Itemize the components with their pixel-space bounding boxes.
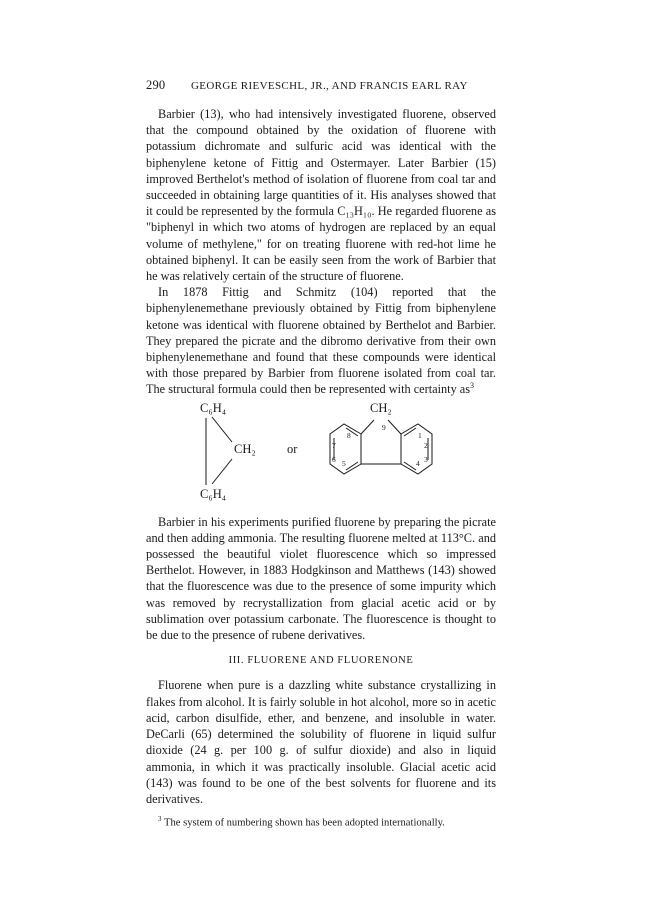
structural-formulas-drawing bbox=[146, 398, 496, 514]
footnote bbox=[146, 813, 496, 830]
ring-number-6: 6 bbox=[332, 454, 336, 464]
ring-number-3: 3 bbox=[424, 454, 428, 464]
ring-number-5: 5 bbox=[342, 458, 346, 468]
paragraph-purification: Barbier in his experiments purified fluorene by preparing the picrate and then adding ammonia. The resulting fluorene melted at 113°C. and possessed the beautiful violet fluorescence which so impressed Berthelot. However, in 1883 Hodgkinson and Matthews (143) showed that the fluorescence was due to the presence of some impurity which was removed by recrystallization from glacial acetic acid or by sublimation over potassium carbonate. The fluorescence is thought to be due to the presence of rubene derivatives. bbox=[146, 514, 496, 643]
page bbox=[146, 78, 496, 830]
connector-or: or bbox=[287, 441, 298, 456]
paragraph-barbier: Barbier (13), who had intensively investigated fluorene, observed that the compound obtained by the oxidation of fluorene with potassium dichromate and sulfuric acid was identical with the biphenylene ketone of Fittig and Ostermayer. Later Barbier (15) improved Berthelot's method of isolation of fluorene from coal tar and succeeded in obtaining large quantities of it. His analyses showed that it could be represented by the formula C₁₃H₁₀. He regarded fluorene as "biphenyl in which two atoms of hydrogen are replaced by an equal volume of methylene," for on treating fluorene with red-hot lime he obtained biphenyl. It can be easily seen from the work of Barbier that he was relatively certain of the structure of fluorene. bbox=[146, 107, 496, 284]
section-heading: III. FLUORENE AND FLUORENONE bbox=[228, 655, 414, 667]
left-middle-group: CH₂ bbox=[234, 441, 256, 456]
footnote-ref: 3 bbox=[470, 381, 475, 391]
structural-formulas bbox=[146, 398, 496, 514]
ring-number-2: 2 bbox=[424, 440, 428, 450]
running-head bbox=[146, 78, 496, 96]
left-top-group: C₆H₄ bbox=[200, 400, 227, 415]
paragraph-fluorene-properties: Fluorene when pure is a dazzling white substance crystallizing in flakes from alcohol. It is fairly soluble in hot alcohol, more so in acetic acid, carbon disulfide, ether, and benzene, and insoluble in water. DeCarli (65) determined the solubility of fluorene in liquid sulfur dioxide (24 g. per 100 g. of sulfur dioxide) and also in liquid ammonia, in which it was practically insoluble. Glacial acetic acid (143) was found to be one of the best solvents for fluorene and its derivatives. bbox=[146, 678, 496, 806]
ring-number-8: 8 bbox=[347, 430, 351, 440]
ring-number-7: 7 bbox=[332, 440, 336, 450]
right-top-group: CH₂ bbox=[370, 400, 392, 415]
footnote-text: The system of numbering shown has been adopted internationally. bbox=[163, 817, 445, 829]
paragraph-fittig-schmitz bbox=[146, 284, 496, 397]
body-text bbox=[146, 106, 496, 830]
left-lower-bond bbox=[212, 459, 232, 484]
running-head-authors: GEORGE RIEVESCHL, JR., AND FRANCIS EARL RAY bbox=[191, 80, 468, 92]
left-upper-bond bbox=[212, 417, 232, 442]
ring-number-1: 1 bbox=[418, 430, 422, 440]
footnote-marker: 3 bbox=[158, 815, 162, 824]
paragraph-fittig-schmitz-text: In 1878 Fittig and Schmitz (104) reported that the biphenylenemethane previously obtained by Fittig from biphenylene ketone was identical with fluorene obtained by Berthelot and Barbier. They prepared the picrate and the dibromo derivative from their own biphenylenemethane and found that these compounds were identical with those prepared by Barbier from fluorene isolated from coal tar. The structural formula could then be represented with certainty as bbox=[146, 285, 496, 397]
ring-number-4: 4 bbox=[416, 458, 420, 468]
ring-number-9: 9 bbox=[382, 422, 386, 432]
left-bottom-group: C₆H₄ bbox=[200, 486, 227, 501]
page-number: 290 bbox=[146, 78, 166, 92]
